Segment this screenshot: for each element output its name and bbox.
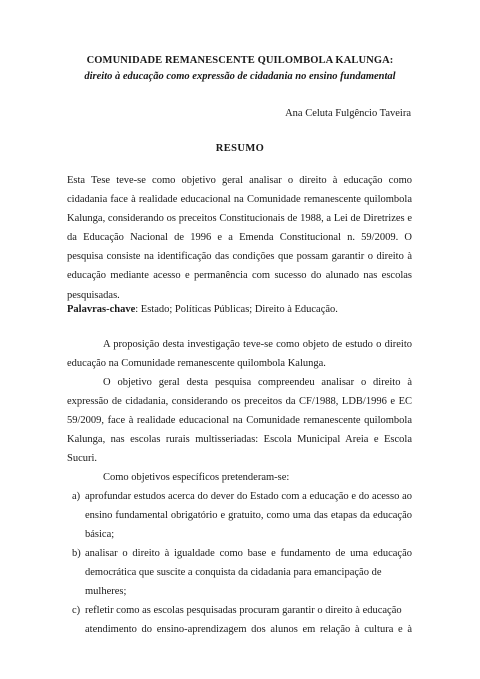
abstract-heading: RESUMO xyxy=(215,143,265,154)
body-line: Sucuri. xyxy=(67,453,98,465)
body-paragraph-2 xyxy=(67,373,412,468)
body-line: Kalunga, nas escolas rurais multisseriadas: Escola Municipal Areia e Escola xyxy=(67,434,412,446)
document-title: COMUNIDADE REMANESCENTE QUILOMBOLA KALUNGA: xyxy=(86,55,394,66)
list-item-line: democrática que suscite a conquista da cidadania para emancipação de xyxy=(85,567,382,579)
abstract-line: pesquisadas. xyxy=(67,289,120,301)
abstract-line: cidadania face à realidade educacional na Comunidade remanescente quilombola xyxy=(67,194,412,206)
keywords xyxy=(67,300,412,319)
body-line: educação na Comunidade remanescente quilombola Kalunga. xyxy=(67,358,326,370)
abstract-line: Kalunga, considerando os preceitos Constitucionais de 1988, a Lei de Diretrizes e xyxy=(67,213,412,225)
list-item-line: ensino fundamental obrigatório e gratuito, como uma das etapas da educação xyxy=(85,510,412,522)
list-item-line: básica; xyxy=(85,529,115,541)
abstract-line: da Educação Nacional de 1996 e a Emenda Constitucional n. 59/2009. O xyxy=(67,232,412,244)
list-item xyxy=(72,544,412,601)
list-item-line: atendimento do ensino-aprendizagem dos alunos em relação à cultura e à xyxy=(85,624,412,636)
body-line: O objetivo geral desta pesquisa compreendeu analisar o direito à xyxy=(103,377,412,388)
keywords-text: : Estado; Políticas Públicas; Direito à Educação. xyxy=(135,304,338,315)
body-line: A proposição desta investigação teve-se como objeto de estudo o direito xyxy=(103,339,412,350)
list-item-line: analisar o direito à igualdade como base e fundamento de uma educação xyxy=(85,548,412,559)
document-subtitle: direito à educação como expressão de cidadania no ensino fundamental xyxy=(84,71,396,82)
list-item-line: mulheres; xyxy=(85,586,127,598)
abstract-text xyxy=(67,171,412,305)
body-line: 59/2009, face à realidade educacional na Comunidade remanescente quilombola xyxy=(67,415,412,427)
author-name: Ana Celuta Fulgêncio Taveira xyxy=(285,108,411,119)
keywords-label: Palavras-chave xyxy=(67,304,136,315)
body-line: Como objetivos específicos pretenderam-se: xyxy=(103,472,290,483)
list-marker: c) xyxy=(72,605,81,616)
list-item-line: refletir como as escolas pesquisadas procuram garantir o direito à educação xyxy=(85,605,402,616)
body-paragraph-1 xyxy=(67,335,412,373)
body-paragraph-3 xyxy=(67,468,412,487)
list-item xyxy=(72,487,412,544)
abstract-line: pesquisa consiste na identificação das condições que possam garantir o direito à xyxy=(67,251,412,263)
body-line: expressão de cidadania, considerando os preceitos da CF/1988, LDB/1996 e EC xyxy=(67,396,412,408)
list-marker: b) xyxy=(72,548,81,559)
list-item xyxy=(72,601,412,639)
abstract-line: educação mediante acesso e permanência com sucesso do alunado nas escolas xyxy=(67,270,412,282)
list-item-line: aprofundar estudos acerca do dever do Estado com a educação e do acesso ao xyxy=(85,491,412,502)
list-marker: a) xyxy=(72,491,81,502)
abstract-line: Esta Tese teve-se como objetivo geral analisar o direito à educação como xyxy=(67,175,412,186)
